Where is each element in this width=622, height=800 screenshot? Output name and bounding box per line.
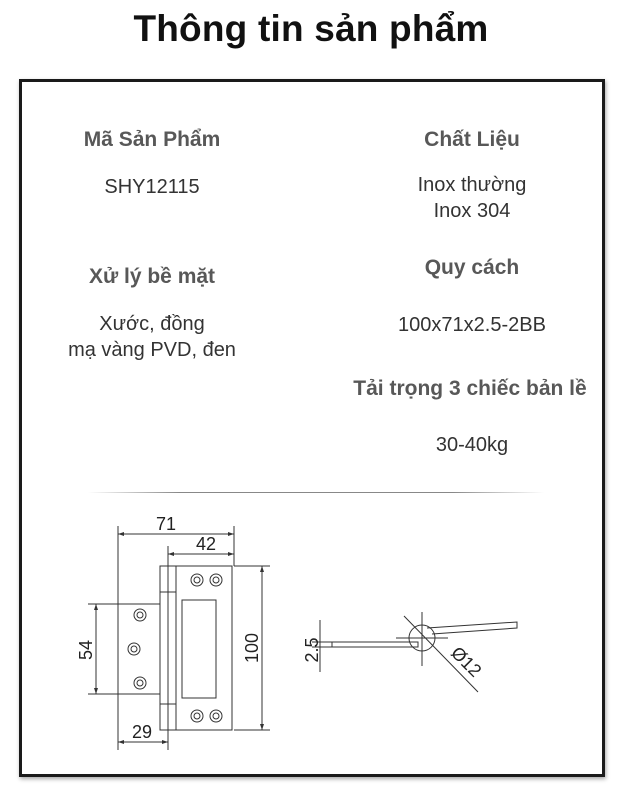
dim-thickness-label: 2.5	[302, 637, 322, 663]
large-leaf-outline	[176, 566, 232, 730]
page-title: Thông tin sản phẩm	[133, 8, 489, 49]
surface-value-line: mạ vàng PVD, đen	[68, 339, 236, 361]
hinge-technical-drawing	[22, 82, 602, 774]
screw-hole-icon	[128, 643, 140, 655]
screw-hole-icon	[210, 574, 222, 586]
dim-leaf-label: 42	[195, 534, 217, 554]
screw-hole-icon	[210, 710, 222, 722]
product-code-label: Mã Sản Phẩm	[83, 128, 221, 151]
material-value-line: Inox 304	[433, 200, 511, 222]
screw-hole-icon	[191, 574, 203, 586]
hinge-side-view	[326, 612, 517, 692]
product-code-value-line: SHY12115	[104, 176, 200, 198]
surface-value-line: Xước, đồng	[99, 313, 205, 335]
dim-bottom-label: 29	[131, 722, 153, 742]
screw-hole-icon	[191, 710, 203, 722]
screw-hole-icon	[134, 677, 146, 689]
knuckle-inner	[168, 566, 176, 730]
load-value-line: 30-40kg	[435, 434, 509, 456]
leaf-cutout	[182, 600, 216, 698]
dim-knuckle-label: Ø12	[447, 642, 486, 681]
size-label: Quy cách	[424, 256, 520, 279]
screw-hole-icon	[134, 609, 146, 621]
material-value-line: Inox thường	[417, 174, 527, 196]
material-label: Chất Liệu	[424, 128, 520, 151]
knuckle-outline	[160, 566, 168, 730]
spec-card	[19, 79, 605, 777]
surface-label: Xử lý bề mặt	[88, 265, 216, 288]
dim-width-label: 71	[155, 514, 177, 534]
size-value-line: 100x71x2.5-2BB	[398, 314, 546, 336]
dim-height-label: 100	[242, 632, 262, 664]
load-label: Tải trọng 3 chiếc bản lề	[353, 377, 587, 400]
dim-small-leaf-label: 54	[76, 639, 96, 661]
